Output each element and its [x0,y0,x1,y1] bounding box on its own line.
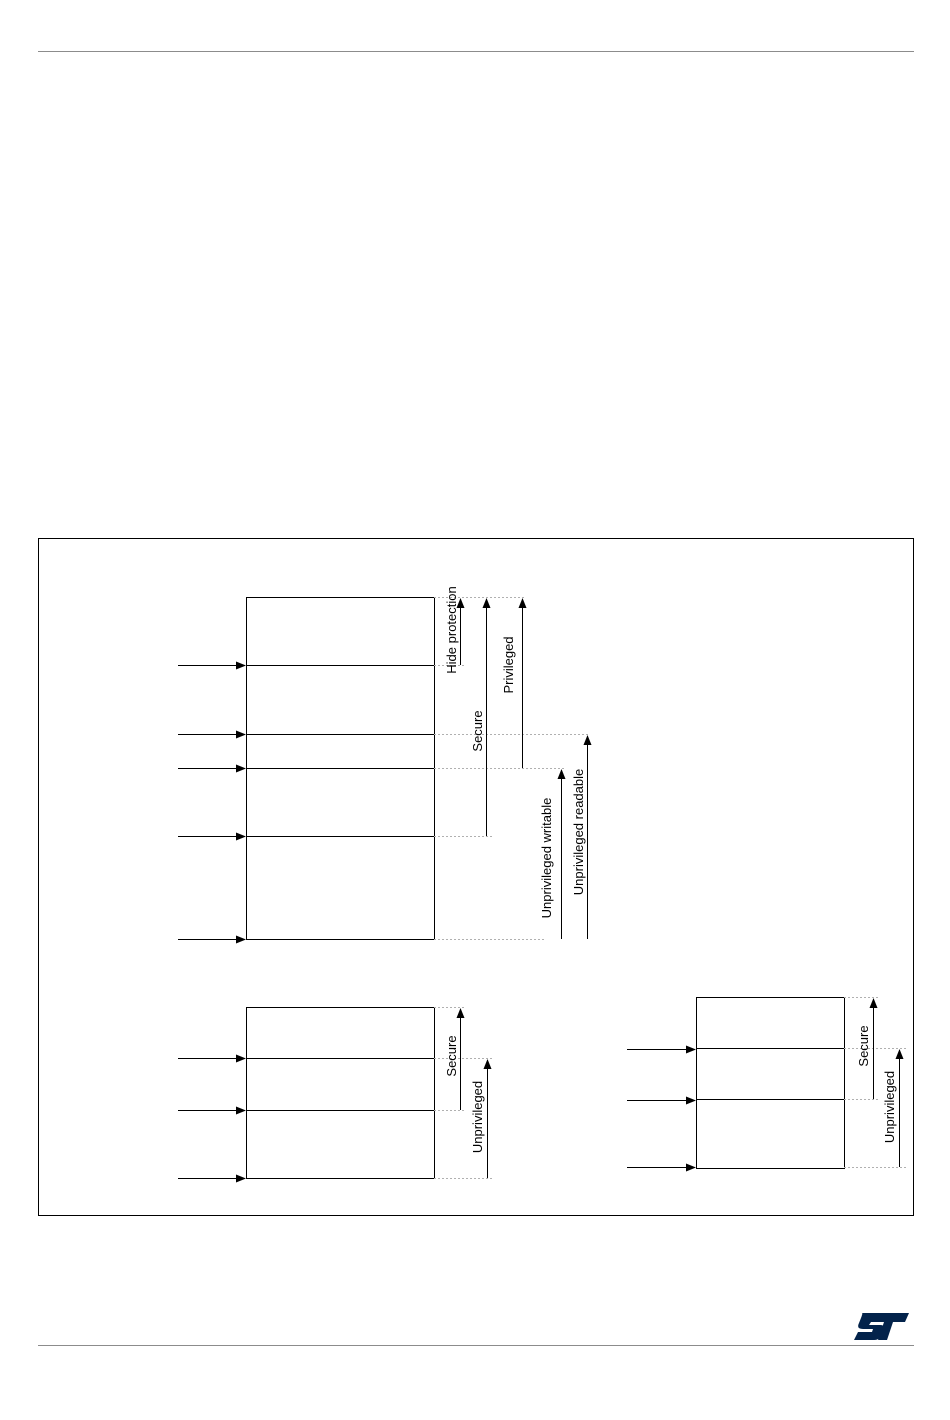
lower-left-secure-label: Secure [444,1035,459,1077]
st-logo-s-shape [854,1313,909,1340]
lower-right-diagram [627,998,906,1169]
lower-right-unprivileged-label: Unprivileged [882,1070,897,1144]
lower-right-secure-label: Secure [856,1025,871,1067]
unprivileged-writable-label: Unprivileged writable [539,797,554,919]
st-logo [853,1312,911,1342]
lower-left-unprivileged-label: Unprivileged [470,1080,485,1154]
main-diagram [178,586,590,939]
lower-left-memory-block [247,1008,435,1179]
main-secure-label: Secure [470,710,485,752]
hide-protection-label: Hide protection [444,586,459,674]
lower-left-diagram [178,1008,494,1179]
footer-rule [38,1345,914,1346]
unprivileged-readable-label: Unprivileged readable [571,768,586,896]
privileged-label: Privileged [501,636,516,694]
lower-right-memory-block [697,998,845,1169]
